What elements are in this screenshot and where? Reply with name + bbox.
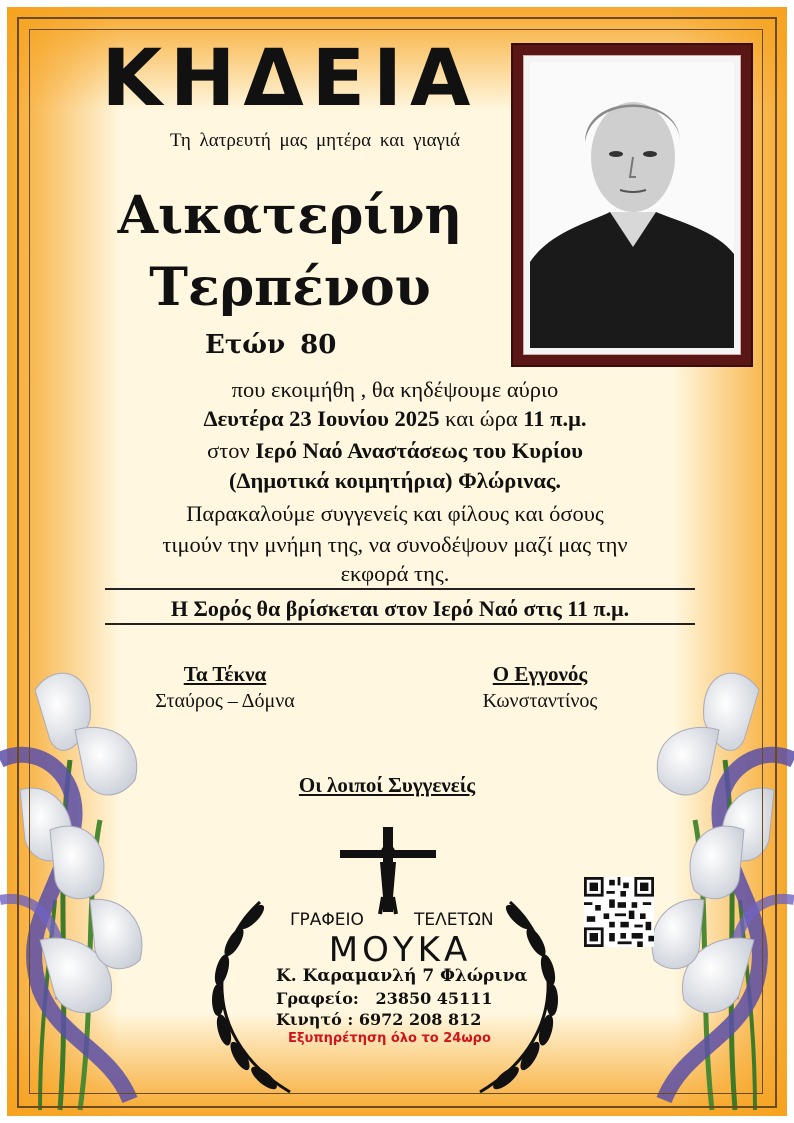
notice-title: ΚΗΔΕΙΑ <box>101 34 479 124</box>
grandson-label: Ο Εγγονός <box>492 662 588 686</box>
announcement-line-4: (Δημοτικά κοιμητήρια) Φλώρινας. <box>228 468 562 493</box>
repose-notice: Η Σορός θα βρίσκεται στον Ιερό Ναό στις 11 π.μ. <box>170 596 630 621</box>
agency-mobile-phone: Κινητό : 6972 208 812 <box>276 1010 482 1029</box>
photo-mat <box>523 55 741 355</box>
portrait-photo-icon <box>530 62 734 348</box>
announcement-line-1: που εκοιμήθη , θα κηδέψουμε αύριο <box>231 377 559 402</box>
funeral-time: 11 π.μ. <box>523 406 587 431</box>
announcement-line-7: εκφορά της. <box>340 561 450 586</box>
qr-code-icon <box>584 877 654 947</box>
announcement-line-3-prefix: στον <box>207 438 256 463</box>
agency-label-right: ΤΕΛΕΤΩΝ <box>414 910 494 930</box>
announcement-line-2 <box>60 408 730 431</box>
agency-office-phone: Γραφείο: 23850 45111 <box>276 989 493 1008</box>
announcement-line-5: Παρακαλούμε συγγενείς και φίλους και όσους <box>186 501 604 526</box>
children-names: Σταύρος – Δόμνα <box>155 690 295 712</box>
divider-top <box>105 588 695 590</box>
deceased-last-name: Τερπένου <box>149 257 431 318</box>
agency-name: ΜΟΥΚΑ <box>328 930 472 970</box>
deceased-age: Ετών 80 <box>205 330 337 360</box>
announcement-line-3 <box>60 440 730 463</box>
notice-subtitle: Τη λατρευτή μας μητέρα και γιαγιά <box>169 130 461 151</box>
deceased-first-name: Αικατερίνη <box>117 185 463 246</box>
agency-address: Κ. Καραμανλή 7 Φλώρινα <box>276 966 528 986</box>
children-label: Τα Τέκνα <box>183 662 267 686</box>
divider-bottom <box>105 623 695 625</box>
relatives-label: Οι λοιποί Συγγενείς <box>298 773 476 797</box>
funeral-date: Δευτέρα 23 Ιουνίου 2025 <box>203 406 440 431</box>
agency-label-left: ΓΡΑΦΕΙΟ <box>290 910 364 930</box>
photo-frame <box>511 43 753 367</box>
agency-service-hours: Εξυπηρέτηση όλο το 24ωρο <box>288 1031 491 1046</box>
announcement-line-2-mid: και ώρα <box>439 406 524 431</box>
church-name: Ιερό Ναό Αναστάσεως του Κυρίου <box>255 438 583 463</box>
announcement-line-6: τιμούν την μνήμη της, να συνοδέψουν μαζί μας την <box>162 532 628 557</box>
grandson-names: Κωνσταντίνος <box>482 690 598 712</box>
